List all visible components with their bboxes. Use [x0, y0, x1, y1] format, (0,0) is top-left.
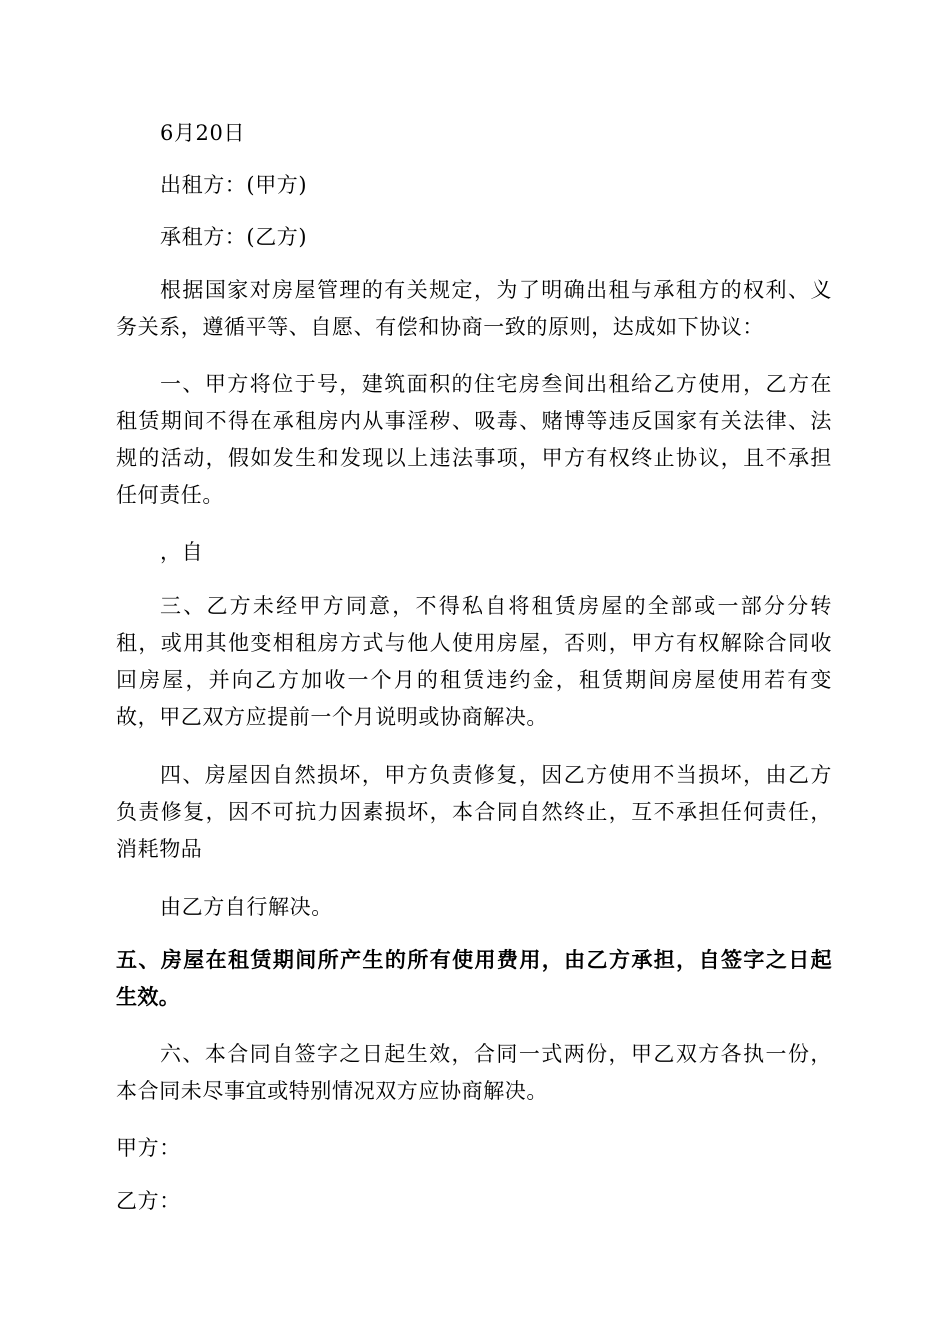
clause-4-line-1: 四、房屋因自然损坏，甲方负责修复，因乙方使用不当损坏，由乙方 [160, 763, 832, 787]
lessee-text: 承租方：(乙方) [160, 225, 308, 249]
date-text: 6月20日 [160, 121, 246, 145]
clause-6-line-1: 六、本合同自签字之日起生效，合同一式两份，甲乙双方各执一份， [160, 1042, 832, 1066]
clause-6-line-2: 本合同未尽事宜或特别情况双方应协商解决。 [116, 1079, 548, 1103]
party-a-label: 甲方： [116, 1136, 181, 1160]
party-a-signature-line [116, 1130, 832, 1167]
fragment-line [116, 534, 832, 571]
clause-4-line-2: 负责修复，因不可抗力因素损坏，本合同自然终止，互不承担任何责任， [116, 800, 832, 824]
clause-1-paragraph [116, 366, 832, 514]
party-b-signature-line [116, 1183, 832, 1220]
clause-1-line-4: 任何责任。 [116, 483, 224, 507]
clause-5-line-2: 生效。 [116, 985, 181, 1009]
lessor-text: 出租方：(甲方) [160, 173, 308, 197]
intro-paragraph [116, 272, 832, 346]
clause-4-paragraph [116, 757, 832, 868]
clause-4-cont-text: 由乙方自行解决。 [160, 895, 333, 919]
clause-3-line-1: 三、乙方未经甲方同意，不得私自将租赁房屋的全部或一部分分转 [160, 594, 832, 618]
clause-5-line-1: 五、房屋在租赁期间所产生的所有使用费用，由乙方承担，自签字之日起 [116, 948, 832, 972]
clause-1-line-2: 租赁期间不得在承租房内从事淫秽、吸毒、赌博等违反国家有关法律、法 [116, 409, 832, 433]
clause-1-line-1: 一、甲方将位于号，建筑面积的住宅房叁间出租给乙方使用，乙方在 [160, 372, 832, 396]
clause-3-line-2: 租，或用其他变相租房方式与他人使用房屋，否则，甲方有权解除合同收 [116, 631, 832, 655]
date-line [116, 115, 832, 152]
clause-4-line-3: 消耗物品 [116, 837, 203, 861]
intro-line-2: 务关系，遵循平等、自愿、有偿和协商一致的原则，达成如下协议： [116, 315, 764, 339]
clause-4-continuation [116, 889, 832, 926]
clause-3-line-4: 故，甲乙双方应提前一个月说明或协商解决。 [116, 705, 548, 729]
lessor-line [116, 167, 832, 204]
intro-line-1: 根据国家对房屋管理的有关规定，为了明确出租与承租方的权利、义 [160, 278, 832, 302]
clause-5-paragraph [116, 942, 832, 1016]
clause-3-paragraph [116, 588, 832, 736]
clause-6-paragraph [116, 1036, 832, 1110]
party-b-label: 乙方： [116, 1189, 181, 1213]
clause-3-line-3: 回房屋，并向乙方加收一个月的租赁违约金，租赁期间房屋使用若有变 [116, 668, 832, 692]
lessee-line [116, 219, 832, 256]
clause-1-line-3: 规的活动，假如发生和发现以上违法事项，甲方有权终止协议，且不承担 [116, 446, 832, 470]
fragment-text: ，自 [160, 540, 204, 564]
